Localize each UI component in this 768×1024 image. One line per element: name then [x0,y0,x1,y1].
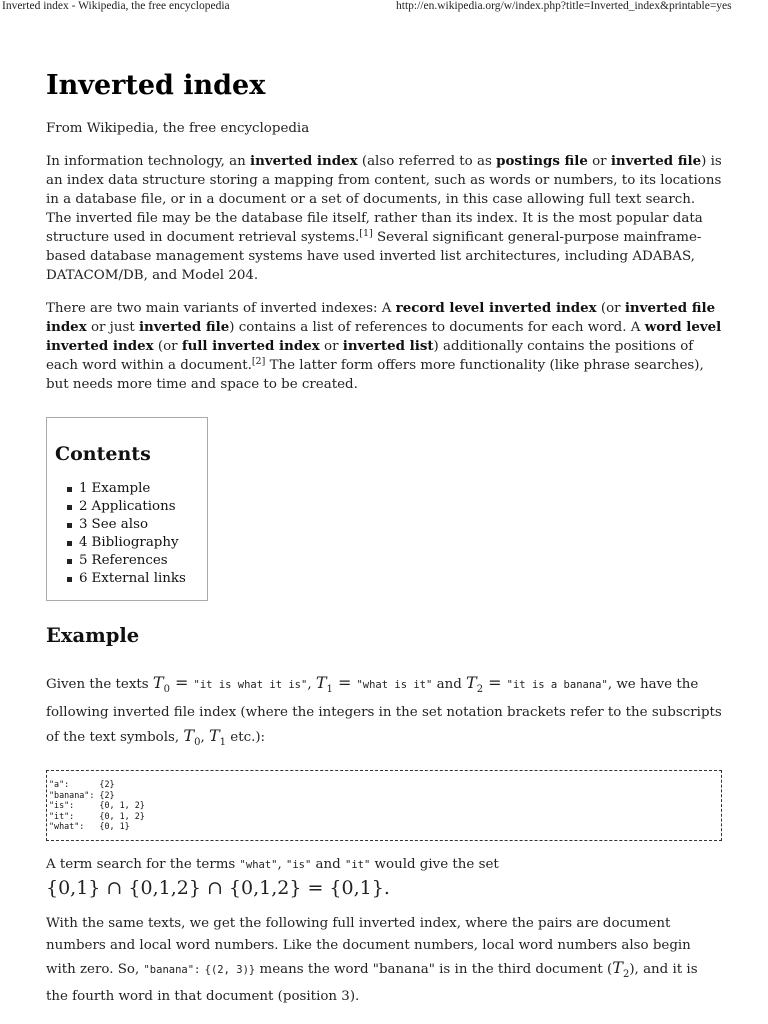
math-equals: = [483,673,507,692]
term-word-level: word level inverted index [46,319,722,354]
toc-number: 2 [79,499,88,514]
math-subscript: 1 [219,737,227,749]
intro-text: In information technology, an [46,154,250,169]
example-text: , [200,730,209,746]
math-t0 [152,673,170,696]
math-t2-ref [612,957,630,981]
example-text: etc.): [226,730,266,746]
search-text: A term search for the terms [46,856,240,872]
math-symbol: T [208,726,220,746]
section-heading-example: Example [46,624,140,647]
term-record-level: record level inverted index [395,300,597,316]
intro-text: ) is an index data structure storing a mapping from content, such as words or numbers, to its locations in a database file, or in a document or a set of documents, in this case allowing full text search. The inverted file may be the database file itself, rather than its index. It is the most popular data structure used in document retrieval systems. [46,154,722,245]
full-index-text: means the word "banana" is in the third document ( [255,961,613,977]
toc-number: 3 [79,517,88,532]
math-t1-ref [208,726,227,749]
term-inverted-file: inverted file [138,319,230,335]
toc-number: 4 [79,535,88,550]
math-equals: = [169,673,194,692]
example-text: and [432,677,467,692]
variants-text: or [319,339,343,354]
bullet-icon [67,577,72,582]
toc-item-external-links[interactable] [79,570,207,588]
toc-item-applications[interactable] [79,498,207,516]
toc-label: Example [91,481,151,496]
term-postings-file: postings file [496,153,588,169]
toc-item-references[interactable] [79,552,207,570]
full-index-paragraph [46,913,722,1008]
toc-number: 6 [79,571,88,586]
bullet-icon [67,487,72,492]
toc-number: 1 [79,481,88,496]
code-term-what: "what" [239,858,278,871]
math-set-intersection: {0,1} ∩ {0,1,2} ∩ {0,1,2} = {0,1}. [46,876,390,899]
math-t1 [315,673,333,696]
variants-text: (or [153,339,182,354]
toc-item-example[interactable] [79,480,207,498]
example-text: , [307,677,316,692]
example-text: , we have the following inverted file index (where the integers in the set notation brackets refer to the subscripts of the text symbols, [46,677,722,746]
bullet-icon [67,523,72,528]
math-subscript: 0 [163,684,170,696]
full-index-text: With the same texts, we get the following full inverted index, where the pairs are document numbers and local word numbers. Like the document numbers, local word numbers also begin with zero. So, [46,915,691,977]
math-subscript: 0 [194,737,201,749]
example-text: Given the texts [46,677,153,692]
intro-text: (also referred to as [357,154,497,169]
math-symbol: T [152,673,164,692]
toc-item-see-also[interactable] [79,516,207,534]
search-text: and [311,856,345,872]
term-search-paragraph [46,855,722,899]
table-of-contents [46,417,208,601]
math-subscript: 2 [476,684,484,696]
intro-paragraph [46,152,722,285]
toc-item-bibliography[interactable] [79,534,207,552]
article-body [46,60,722,1008]
variants-text: ) contains a list of references to documents for each word. A [229,320,645,335]
toc-number: 5 [79,553,88,568]
toc-label: External links [91,571,186,586]
math-subscript: 2 [622,969,630,981]
variants-paragraph [46,299,722,394]
code-banana-key: "banana": [143,963,201,976]
math-equals: = [332,673,357,692]
math-symbol: T [612,957,623,977]
search-text: would give the set [370,856,499,872]
code-text-t2: "it is a banana" [506,679,608,691]
example-paragraph [46,671,722,754]
inverted-file-index-code: "a": {2} "banana": {2} "is": {0, 1, 2} "it": {0, 1, 2} "what": {0, 1} [46,770,722,841]
term-full-inverted-index: full inverted index [181,338,320,354]
full-index-text: ), and it is the fourth word in that document (position 3). [46,961,698,1005]
term-inverted-file: inverted file [610,153,702,169]
variants-text: There are two main variants of inverted indexes: A [46,301,396,316]
term-inverted-file-index: inverted file index [46,300,716,335]
code-text-t0: "it is what it is" [193,679,308,691]
print-header-title: Inverted index - Wikipedia, the free encyclopedia [2,0,230,12]
bullet-icon [67,505,72,510]
variants-text: The latter form offers more functionality (like phrase searches), but needs more time and space to be created. [46,358,704,392]
math-t2 [466,673,484,696]
toc-label: See also [91,517,149,532]
toc-title: Contents [55,443,151,465]
code-term-it: "it" [345,858,371,871]
site-sub: From Wikipedia, the free encyclopedia [46,121,310,136]
code-term-is: "is" [286,858,312,871]
math-symbol: T [466,673,477,692]
print-header [0,0,768,16]
math-symbol: T [183,726,195,746]
toc-label: Applications [91,499,176,514]
code-banana-value: {(2, 3)} [204,963,256,976]
toc-list [55,480,207,588]
reference-link-1[interactable]: [1] [359,228,373,239]
variants-text: or just [86,320,139,335]
variants-text: ) additionally contains the positions of each word within a document. [46,339,694,373]
code-text-t1: "what is it" [356,679,433,691]
toc-label: Bibliography [91,535,179,550]
math-symbol: T [315,673,327,692]
term-inverted-list: inverted list [342,338,434,354]
page-title: Inverted index [46,70,266,101]
term-inverted-index: inverted index [249,153,358,169]
variants-text: (or [596,301,625,316]
intro-text: Several significant general-purpose mainframe-based database management systems have used inverted list architectures, including ADABAS, DATACOM/DB, and Model 204. [46,230,702,283]
math-t0-ref [183,726,201,749]
print-header-url[interactable]: http://en.wikipedia.org/w/index.php?title=Inverted_index&printable=yes [396,0,732,12]
search-text: , [277,856,286,872]
bullet-icon [67,559,72,564]
reference-link-2[interactable]: [2] [251,356,266,367]
math-subscript: 1 [326,684,333,696]
toc-label: References [91,553,168,568]
intro-text: or [587,154,611,169]
bullet-icon [67,541,72,546]
